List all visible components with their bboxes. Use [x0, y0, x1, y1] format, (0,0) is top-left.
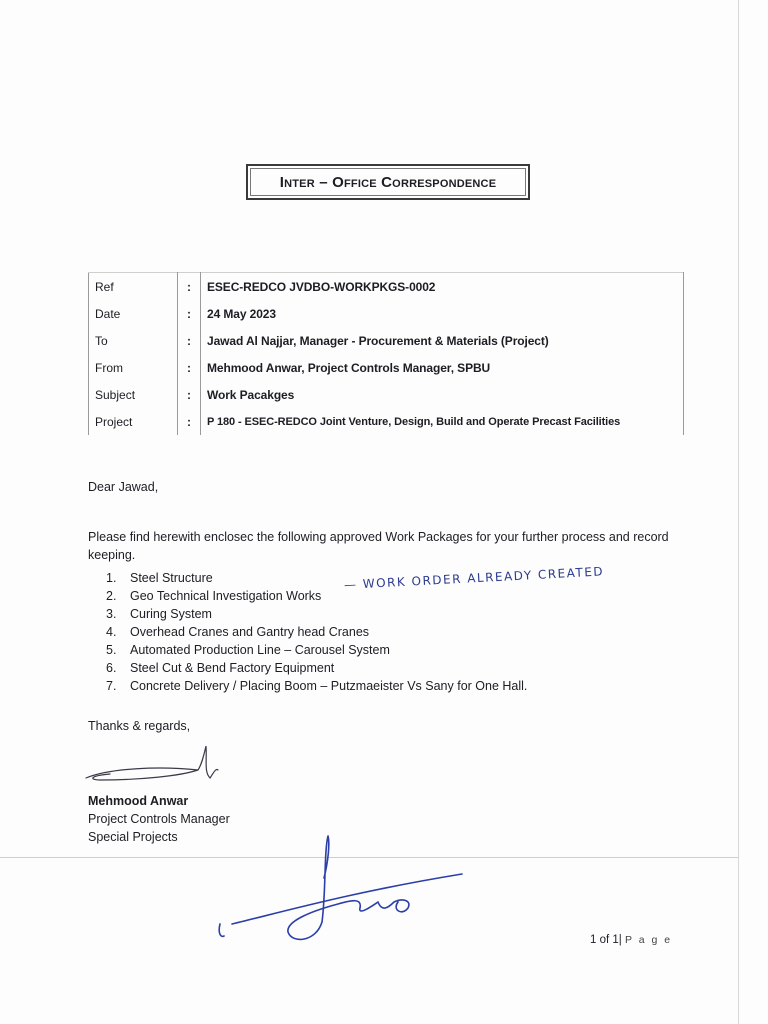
field-label: Project	[89, 408, 178, 435]
list-text: Concrete Delivery / Placing Boom – Putzmaeister Vs Sany for One Hall.	[130, 679, 528, 693]
list-item	[106, 677, 527, 695]
list-number: 3.	[106, 607, 117, 621]
list-item	[106, 623, 527, 641]
field-colon: :	[178, 273, 201, 301]
closing: Thanks & regards,	[88, 719, 191, 733]
field-colon: :	[178, 381, 201, 408]
list-item	[106, 659, 527, 677]
list-text: Overhead Cranes and Gantry head Cranes	[130, 625, 370, 639]
list-text: Automated Production Line – Carousel System	[130, 643, 390, 657]
field-label: Ref	[89, 273, 178, 301]
signatory-name: Mehmood Anwar	[88, 794, 189, 808]
field-colon: :	[178, 354, 201, 381]
field-value: Jawad Al Najjar, Manager - Procurement & Materials (Project)	[201, 327, 684, 354]
list-text: Geo Technical Investigation Works	[130, 589, 322, 603]
field-value: Mehmood Anwar, Project Controls Manager, SPBU	[201, 354, 684, 381]
list-text: Steel Structure	[130, 571, 213, 585]
field-label: To	[89, 327, 178, 354]
field-row-to	[89, 327, 684, 354]
list-text: Curing System	[130, 607, 212, 621]
page-footer	[590, 934, 672, 946]
list-item	[106, 605, 527, 623]
field-value: ESEC-REDCO JVDBO-WORKPKGS-0002	[201, 273, 684, 301]
field-value: 24 May 2023	[201, 300, 684, 327]
field-label: Date	[89, 300, 178, 327]
signature-sender-icon	[80, 740, 240, 800]
field-row-project	[89, 408, 684, 435]
work-package-list	[106, 569, 527, 695]
field-value: Work Pacakges	[201, 381, 684, 408]
field-row-date	[89, 300, 684, 327]
signatory-role: Project Controls Manager	[88, 812, 230, 826]
list-number: 1.	[106, 571, 117, 585]
field-row-ref	[89, 273, 684, 301]
field-colon: :	[178, 300, 201, 327]
field-label: Subject	[89, 381, 178, 408]
list-number: 2.	[106, 589, 117, 603]
greeting: Dear Jawad,	[88, 480, 159, 494]
intro-paragraph: Please find herewith enclosec the following approved Work Packages for your further process and record keeping.	[88, 530, 669, 562]
list-number: 7.	[106, 679, 117, 693]
field-row-subject	[89, 381, 684, 408]
document-title: Inter – Office Correspondence	[246, 164, 530, 200]
page-number: 1 of 1	[590, 934, 619, 946]
field-value: P 180 - ESEC-REDCO Joint Venture, Design, Build and Operate Precast Facilities	[201, 408, 684, 435]
handwritten-note: — WORK ORDER ALREADY CREATED	[343, 564, 605, 592]
signature-recipient-icon	[212, 832, 472, 952]
page-word: P a g e	[624, 934, 673, 946]
list-item	[106, 587, 527, 605]
list-text: Steel Cut & Bend Factory Equipment	[130, 661, 335, 675]
page-edge	[738, 0, 739, 1024]
signatory-dept: Special Projects	[88, 830, 178, 844]
list-item	[106, 641, 527, 659]
list-number: 6.	[106, 661, 117, 675]
list-number: 5.	[106, 643, 117, 657]
header-fields-table	[88, 272, 684, 435]
list-number: 4.	[106, 625, 117, 639]
footer-separator: |	[618, 934, 622, 946]
field-colon: :	[178, 327, 201, 354]
field-row-from	[89, 354, 684, 381]
signatory-block	[88, 792, 230, 846]
field-colon: :	[178, 408, 201, 435]
field-label: From	[89, 354, 178, 381]
